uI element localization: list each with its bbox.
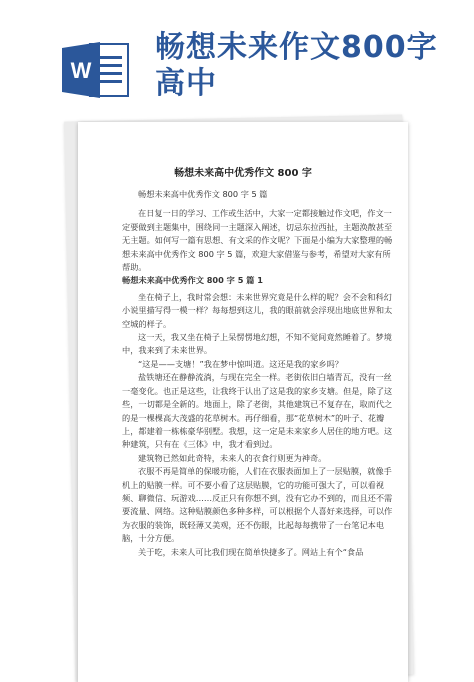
document-title: 畅想未来高中优秀作文 800 字	[174, 168, 312, 179]
section-heading: 畅想未来高中优秀作文 800 字 5 篇 1	[122, 275, 263, 286]
body-paragraph: 坐在椅子上，我时常会想：未来世界究竟是什么样的呢？会不会和科幻小说里描写得一模一样？每每想到这儿，我的眼前就会浮现出地底世界和太空城的样子。	[122, 291, 393, 329]
body-paragraph: 盐铁塘还在静静流淌，与现在完全一样。老街依旧白墙青瓦，没有一丝一毫变化。也正是这些，让我终于认出了这是我的家乡支塘。但是，除了这些，一切都是全新的。地面上，除了老街，其他建筑已不复存在，取而代之的是一棵棵高大茂盛的花草树木。再仔细看，那“花草树木”的叶子、花瓣上，都建着一栋栋豪华别墅。我想，这一定是未来家乡人居住的地方吧。这种建筑，只有在《三体》中，我才看到过。	[122, 372, 393, 450]
banner	[0, 0, 474, 110]
body-paragraph: 关于吃，未来人可比我们现在简单快捷多了。网站上有个“食品	[138, 546, 364, 557]
body-paragraph: 建筑物已然如此奇特，未来人的衣食行则更为神奇。	[138, 452, 327, 463]
banner-title: 畅想未来作文800字高中	[155, 30, 438, 101]
body-paragraph: 这一天，我又坐在椅子上呆愣愣地幻想，不知不觉间竟然睡着了。梦境中，我来到了未来世界。	[122, 332, 392, 356]
word-document-icon	[60, 40, 130, 100]
document-page	[78, 122, 408, 682]
document-subtitle: 畅想未来高中优秀作文 800 字 5 篇	[138, 189, 268, 199]
body-paragraph: “这是——支塘！”我在梦中惊叫道。这还是我的家乡吗？	[138, 358, 343, 369]
body-paragraph: 衣服不再是简单的保暖功能，人们在衣服表面加上了一层贴膜，就像手机上的贴膜一样。可不要小看了这层贴膜，它的功能可强大了，可以看视频、聊微信、玩游戏……反正只有你想不到，没有它办不到的，而且还不需要流量、网络。这种贴膜颜色多种多样，可以根据个人喜好来选择，可以作为衣服的装饰，既轻薄又美观，还不伤眼，比起每每携带了一台笔记本电脑，十分方便。	[122, 466, 393, 544]
intro-paragraph: 在日复一日的学习、工作或生活中，大家一定都接触过作文吧，作文一定要做到主题集中，围绕同一主题深入阐述，切忌东拉西扯，主题涣散甚至无主题。如何写一篇有思想、有文采的作文呢？下面是小编为大家整理的畅想未来高中优秀作文 800 字 5 篇，欢迎大家借鉴与参考，希望对大家有所帮助。	[122, 208, 393, 273]
document-body	[122, 188, 394, 559]
word-icon-letter: W	[70, 58, 92, 83]
